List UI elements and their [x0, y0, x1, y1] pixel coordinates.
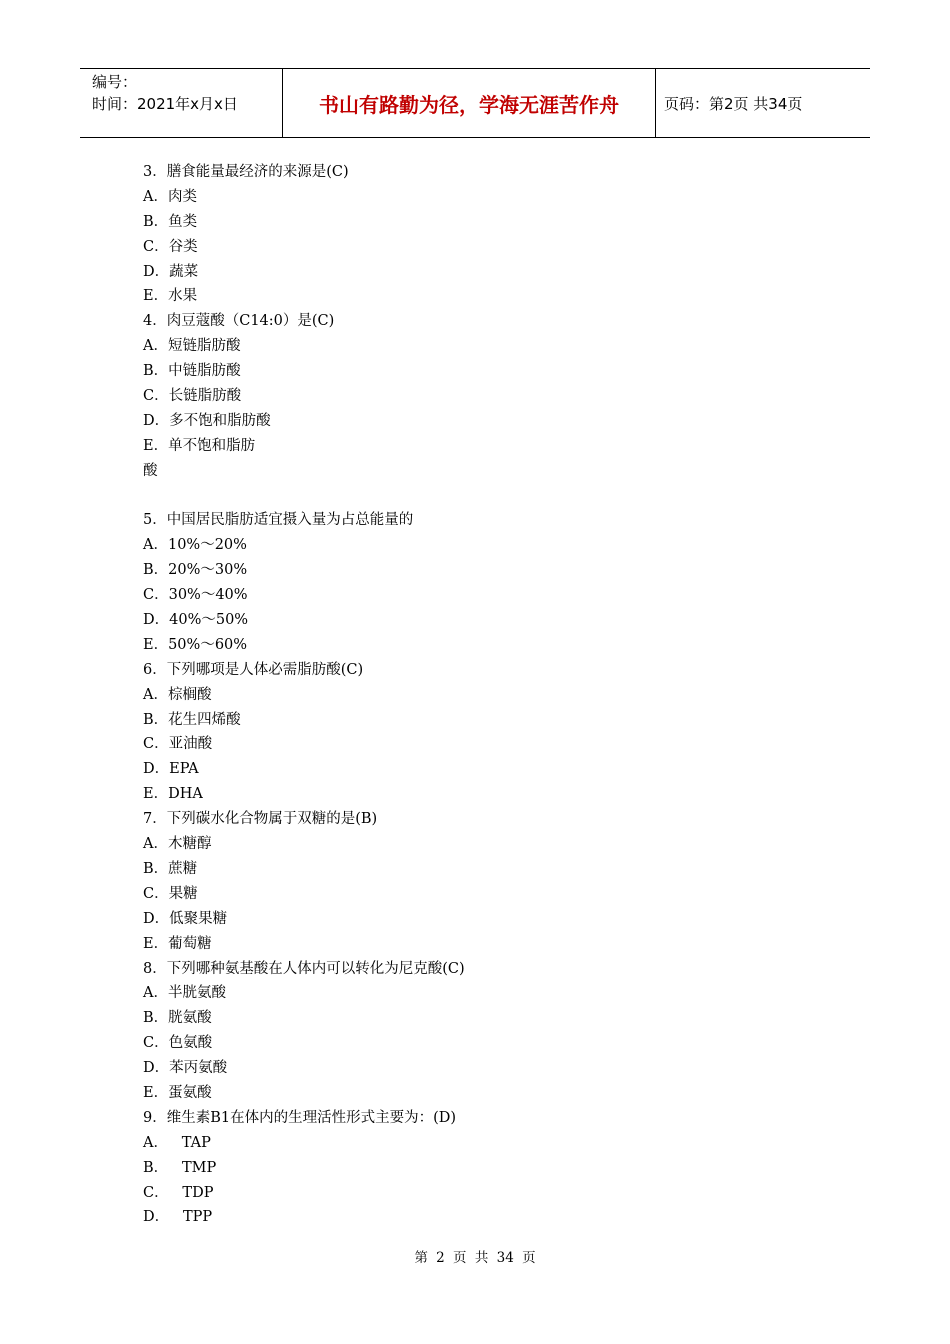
option: E．葡萄糖: [143, 935, 212, 952]
time-label: 时间：2021年x月x日: [92, 95, 238, 113]
option: E．蛋氨酸: [143, 1084, 212, 1101]
header-meta: [80, 69, 282, 137]
question-stem: 9．维生素B1在体内的生理活性形式主要为：(D): [143, 1109, 457, 1126]
option: D． TPP: [143, 1209, 213, 1226]
option: A．10%～20%: [143, 537, 247, 554]
option: A．半胱氨酸: [143, 985, 226, 1002]
option: B．20%～30%: [143, 562, 248, 579]
option: A．短链脂肪酸: [143, 338, 241, 355]
option: A．棕榈酸: [143, 686, 212, 703]
option: B．胱氨酸: [143, 1010, 212, 1027]
option: C．30%～40%: [143, 587, 248, 604]
option: C．果糖: [143, 885, 198, 902]
option: E．DHA: [143, 786, 203, 803]
option: D．EPA: [143, 761, 199, 778]
option: C． TDP: [143, 1184, 214, 1201]
option: A．木糖醇: [143, 836, 212, 853]
option: D．低聚果糖: [143, 910, 228, 927]
question-stem: 8．下列哪种氨基酸在人体内可以转化为尼克酸(C): [143, 960, 465, 977]
question-stem: 7．下列碳水化合物属于双糖的是(B): [143, 811, 378, 828]
option: A． TAP: [143, 1134, 211, 1151]
question-stem: 4．肉豆蔻酸（C14:0）是(C): [143, 313, 335, 330]
option: B．鱼类: [143, 213, 198, 230]
option: B．蔗糖: [143, 860, 198, 877]
option: C．谷类: [143, 238, 198, 255]
option: B．花生四烯酸: [143, 711, 241, 728]
option: D．多不饱和脂肪酸: [143, 412, 271, 429]
page-footer: 第 2 页 共 34 页: [414, 1250, 536, 1266]
option: A．肉类: [143, 188, 197, 205]
wrapped-text: 酸: [143, 462, 158, 479]
number-label: 编号：: [92, 73, 138, 91]
option: E．单不饱和脂肪: [143, 437, 256, 454]
option: C．亚油酸: [143, 736, 213, 753]
option: C．长链脂肪酸: [143, 388, 242, 405]
option: D．苯丙氨酸: [143, 1060, 228, 1077]
option: B． TMP: [143, 1159, 217, 1176]
option: C．色氨酸: [143, 1035, 213, 1052]
option: B．中链脂肪酸: [143, 363, 241, 380]
blank-line: [143, 484, 465, 509]
question-stem: 3．膳食能量最经济的来源是(C): [143, 164, 349, 180]
question-stem: 6．下列哪项是人体必需脂肪酸(C): [143, 661, 364, 678]
option: E．水果: [143, 288, 198, 305]
option: D．蔬菜: [143, 263, 199, 280]
question-list: [143, 160, 465, 1230]
option: D．40%～50%: [143, 612, 249, 629]
question-stem: 5．中国居民脂肪适宜摄入量为占总能量的: [143, 512, 414, 529]
option: E．50%～60%: [143, 636, 248, 653]
header-motto: 书山有路勤为径，学海无涯苦作舟: [282, 69, 656, 137]
page-header: [80, 68, 870, 138]
header-page-info: 页码：第2页 共34页: [664, 94, 803, 113]
